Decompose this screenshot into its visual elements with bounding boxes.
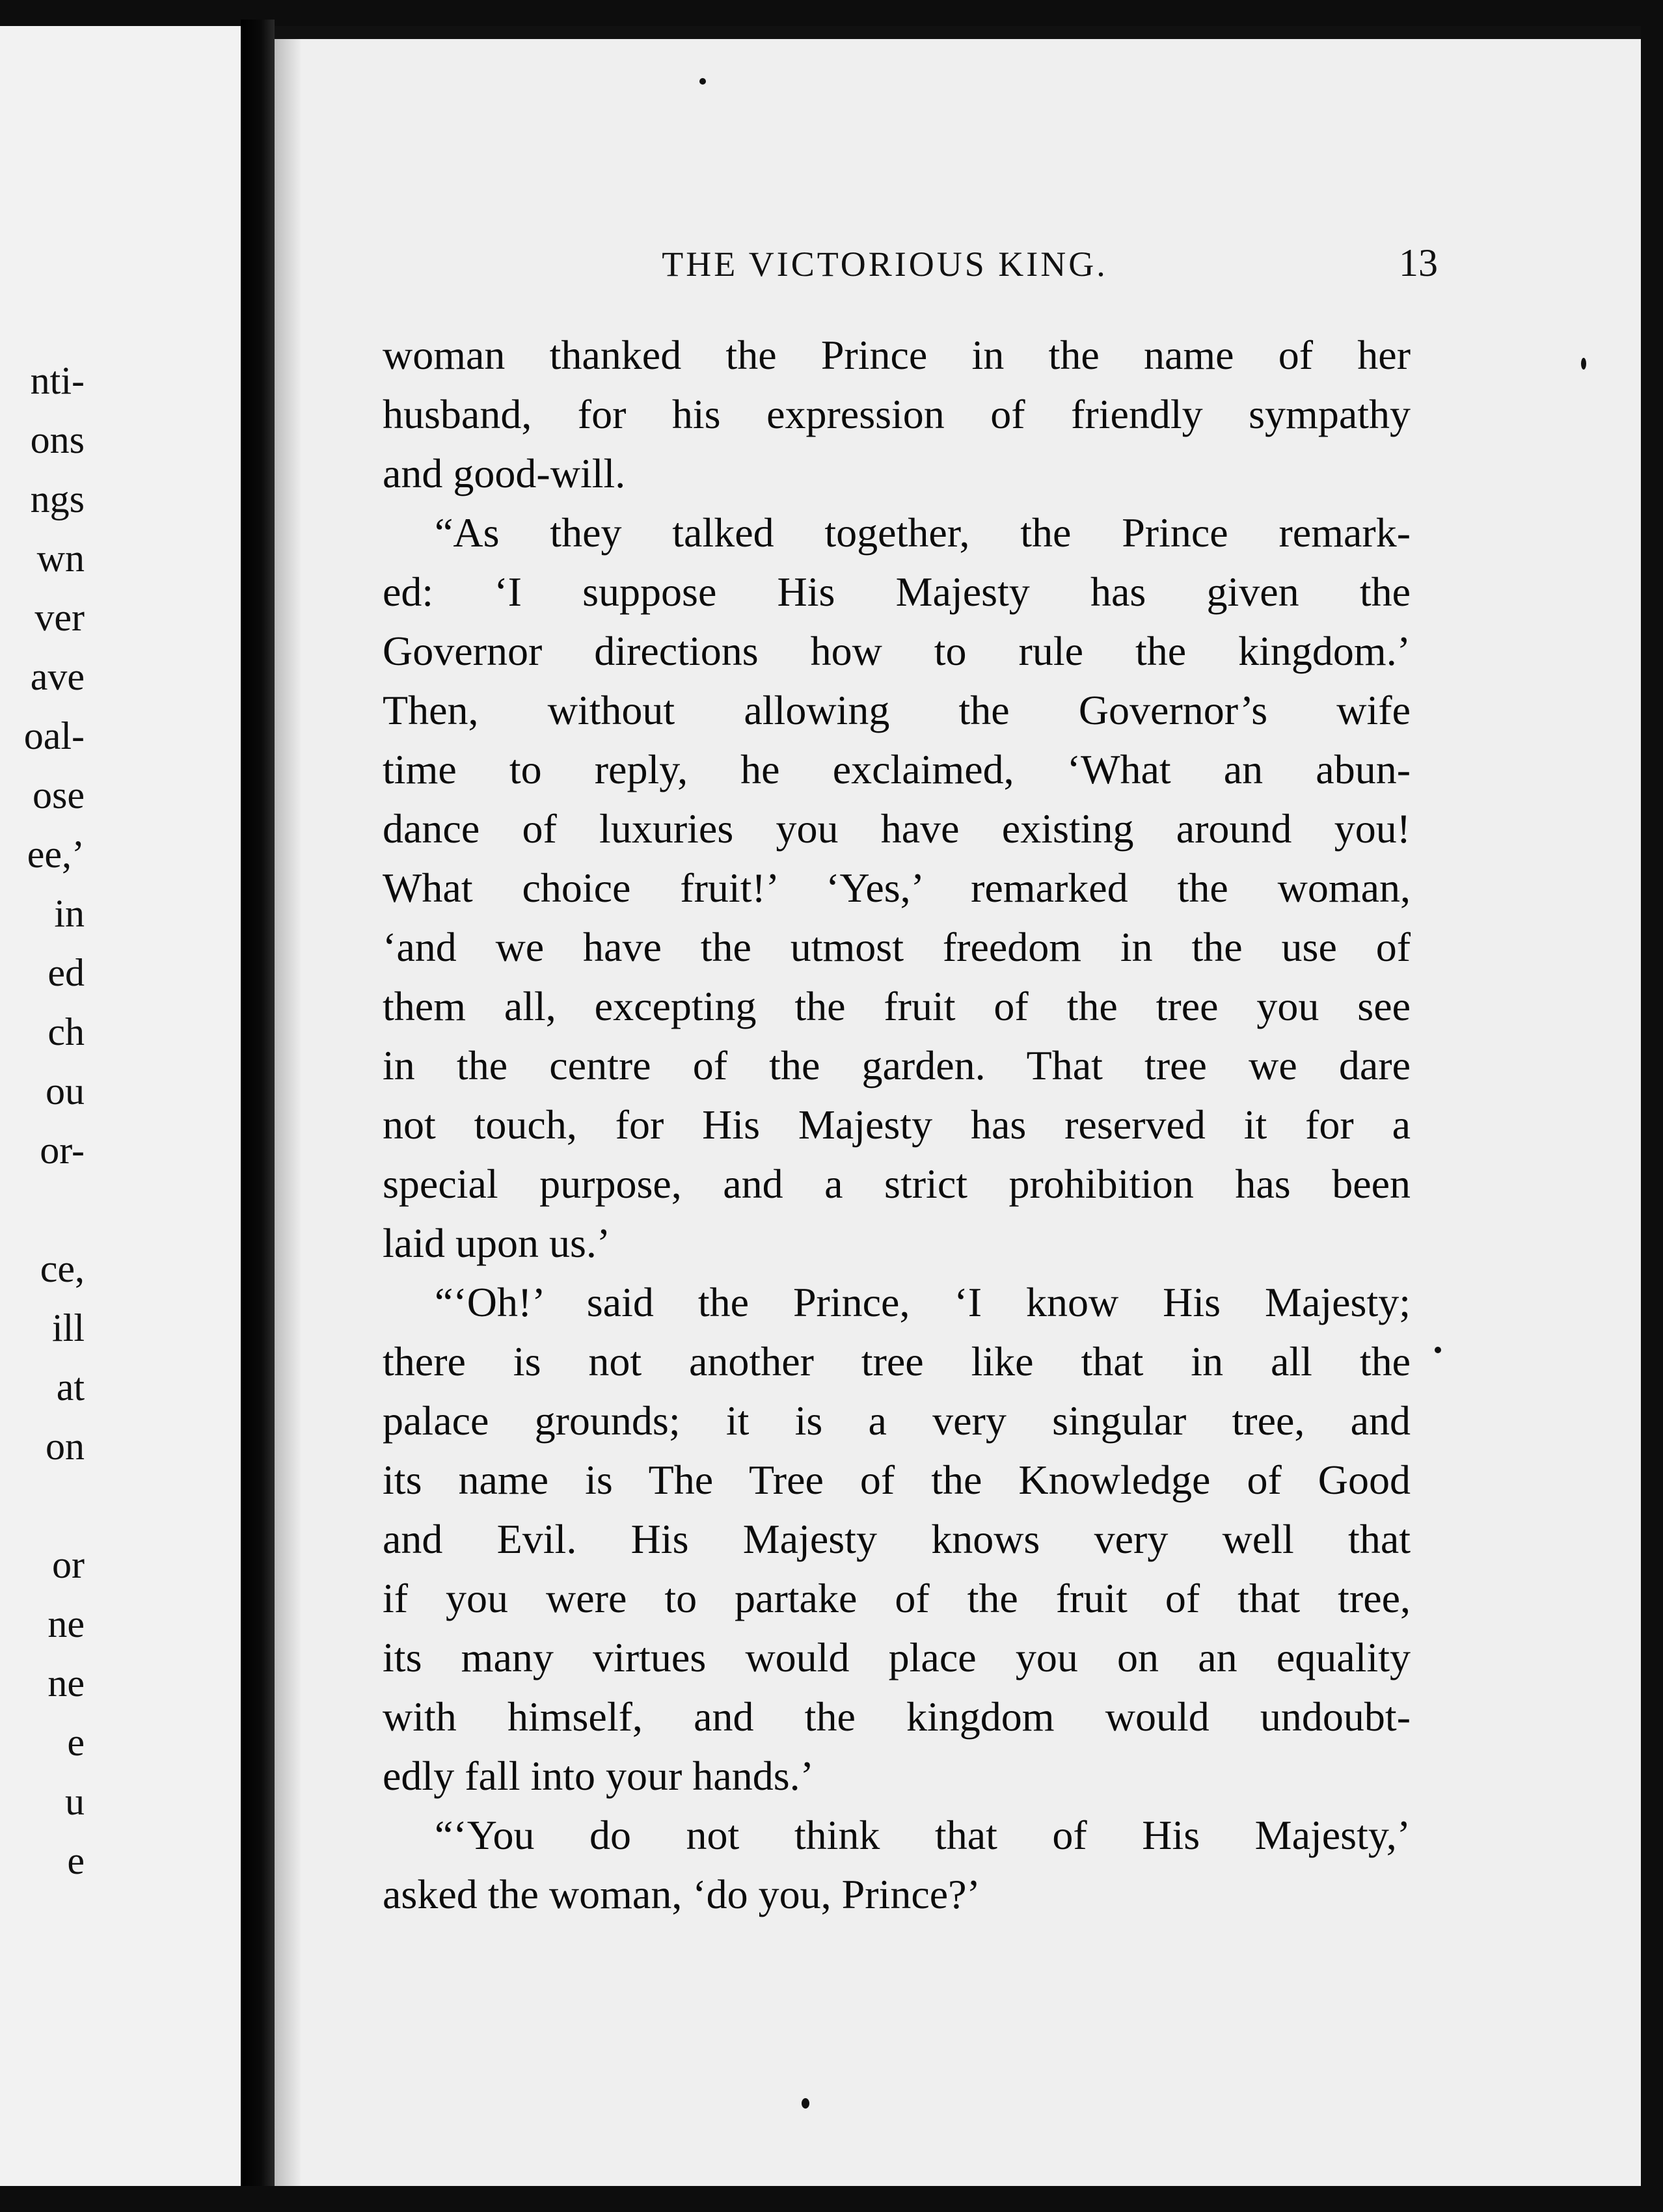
left-page-text-fragments [0,351,85,1891]
left-fragment-line: or- [40,1129,85,1172]
running-head: THE VICTORIOUS KING. [662,245,1108,284]
left-fragment-line: ed [47,951,85,994]
left-fragment-line: ver [34,596,85,639]
text-line: in the centre of the garden. That tree we dare [383,1042,1411,1088]
left-fragment-line: ngs [30,478,85,520]
text-line: its name is The Tree of the Knowledge of Good [383,1457,1411,1503]
text-line: time to reply, he exclaimed, ‘What an abun- [383,746,1411,792]
text-line: dance of luxuries you have existing around you! [383,805,1411,852]
ink-speck [1435,1347,1441,1353]
left-fragment-line: or [52,1543,85,1586]
text-line: Then, without allowing the Governor’s wife [383,687,1411,733]
gutter-shadow [275,39,301,2186]
left-fragment-line: u [65,1780,85,1823]
scan-bottom-border [0,2186,1663,2212]
left-fragment-line: wn [36,537,85,580]
text-line: there is not another tree like that in all the [383,1338,1411,1384]
text-line: palace grounds; it is a very singular tree, and [383,1397,1411,1444]
text-line: “‘You do not think that of His Majesty,’ [435,1812,1411,1858]
text-line: Governor directions how to rule the kingdom.’ [383,628,1411,674]
left-fragment-line: ill [51,1306,85,1349]
ink-speck [802,2098,809,2109]
text-line: and Evil. His Majesty knows very well that [383,1516,1411,1562]
left-fragment-line: ee,’ [27,833,85,876]
text-line: ed: ‘I suppose His Majesty has given the [383,569,1411,615]
left-fragment-line [0,1476,85,1535]
scan-right-border [1641,0,1663,2212]
body-text [383,325,1411,1924]
text-line: special purpose, and a strict prohibition has been [383,1161,1411,1207]
ink-speck [1581,358,1586,370]
text-line: its many virtues would place you on an equality [383,1634,1411,1680]
left-fragment-line: nti- [30,359,85,402]
text-line: ‘and we have the utmost freedom in the use of [383,924,1411,970]
left-fragment-line [0,1180,85,1239]
text-line: asked the woman, ‘do you, Prince?’ [383,1871,980,1917]
book-gutter [241,20,275,2192]
text-line: “As they talked together, the Prince remark- [435,509,1411,556]
left-fragment-line: in [54,892,85,935]
text-line: and good-will. [383,450,626,496]
left-fragment-line: ch [47,1010,85,1053]
left-fragment-line: ou [46,1070,85,1113]
ink-speck [699,78,706,85]
text-line: woman thanked the Prince in the name of her [383,332,1411,378]
left-fragment-line: on [46,1425,85,1468]
text-line: with himself, and the kingdom would undoubt- [383,1693,1411,1740]
left-fragment-line: e [67,1721,85,1764]
left-fragment-line: ne [47,1662,85,1705]
left-fragment-line: ave [30,655,85,698]
text-line: What choice fruit!’ ‘Yes,’ remarked the woman, [383,865,1411,911]
left-fragment-line: e [67,1839,85,1882]
left-fragment-line: ose [33,774,85,816]
text-line: “‘Oh!’ said the Prince, ‘I know His Majesty; [435,1279,1411,1325]
page-number: 13 [1399,241,1438,284]
text-line: if you were to partake of the fruit of that tree, [383,1575,1411,1621]
text-line: husband, for his expression of friendly sympathy [383,391,1411,437]
text-line: them all, excepting the fruit of the tree you see [383,983,1411,1029]
text-line: edly fall into your hands.’ [383,1753,814,1799]
left-fragment-line: ne [47,1602,85,1645]
text-line: not touch, for His Majesty has reserved it for a [383,1101,1411,1148]
left-fragment-line: at [56,1366,85,1409]
left-fragment-line: oal- [23,714,85,757]
left-fragment-line: ce, [40,1247,85,1290]
text-line: laid upon us.’ [383,1220,611,1266]
left-page [0,26,241,2192]
left-fragment-line: ons [30,418,85,461]
